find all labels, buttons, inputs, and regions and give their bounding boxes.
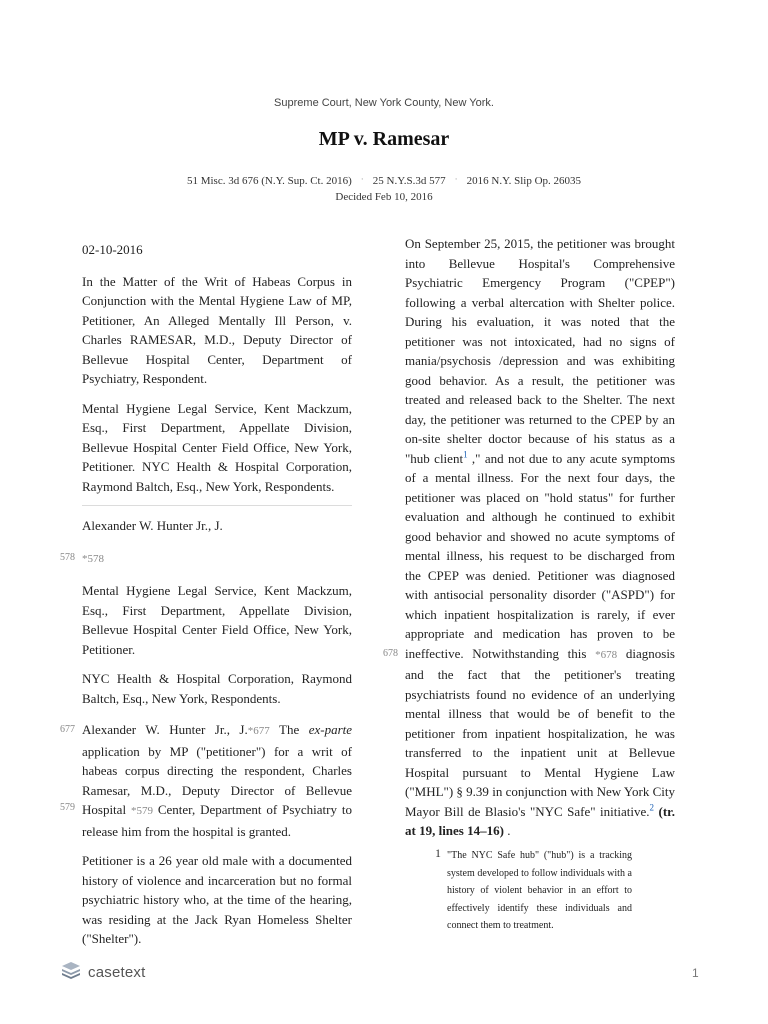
section-divider — [82, 505, 352, 506]
counsel-paragraph: Mental Hygiene Legal Service, Kent Mackzum, Esq., First Department, Appellate Division, Bellevue Hospital Center Field Office, New York, Petitioner. NYC Health & Hospital Corporation, Raymond Baltch, Esq., New York, Respondents. — [82, 400, 352, 494]
citation-separator: · — [454, 174, 458, 184]
citation-separator: · — [360, 174, 364, 184]
star-page-marker[interactable]: *578 — [82, 552, 104, 565]
paragraph-text: . — [503, 823, 511, 838]
judge-name: Alexander W. Hunter Jr., J. — [82, 518, 223, 533]
decided-date: Decided Feb 10, 2016 — [335, 191, 433, 203]
citation-line — [0, 174, 768, 187]
page-number: 1 — [692, 966, 699, 980]
opinion-paragraph — [60, 720, 353, 841]
paragraph-text: ," and not due to any acute symptoms of a mental illness. For the next four days, the petitioner was placed on "hold status" for further evaluation and although he continued to exhibit good behavior and showed no acute symptoms of mental illness, his request to be discharged from the CPEP was denied. Petitioner was diagnosed with antisocial personality disorder ("ASPD") for which inpatient hospitalization is rarely, if ever appropriate and medication has proven to be ineffective. Notwithstanding this — [405, 450, 676, 661]
case-caption: In the Matter of the Writ of Habeas Corpus in Conjunction with the Mental Hygiene Law of MP, Petitioner, An Alleged Mentally Ill Person, v. Charles RAMESAR, M.D., Deputy Director of Bellevue Hospital Center, Department of Psychiatry, Respondent. — [82, 273, 352, 386]
casetext-logo[interactable] — [60, 961, 145, 983]
star-page-marker[interactable]: *677 — [247, 725, 270, 737]
opinion-italic-term: ex-parte — [308, 722, 353, 737]
footnote-reference[interactable]: 1 — [463, 449, 468, 460]
right-column — [383, 234, 676, 841]
logo-wordmark: casetext — [88, 963, 146, 981]
citation-reporter[interactable]: 25 N.Y.S.3d 577 — [372, 175, 446, 187]
footnote-reference[interactable]: 2 — [649, 802, 655, 813]
paragraph-text: diagnosis and the fact that the petitioner's treating psychiatrists found no evidence of an underlying mental illness that would be of benefit to the petitioner from inpatient hospitalization, he was transferred to the inpatient unit at Bellevue Hospital pursuant to Mental Hygiene Law ("MHL") § 9.39 in conjunction with New York City Mayor Bill de Blasio's "NYC Safe" initiative. — [405, 645, 675, 819]
margin-page-number: 579 — [60, 802, 75, 813]
facts-paragraph: Petitioner is a 26 year old male with a documented history of violence and incarceration but no formal psychiatric history who, at the time of the hearing, was residing at the Jack Ryan Homeless Shelter ("Shelter"). — [82, 853, 352, 946]
counsel-respondent: NYC Health & Hospital Corporation, Raymond Baltch, Esq., New York, Respondents. — [82, 671, 352, 706]
court-name: Supreme Court, New York County, New York. — [274, 97, 494, 109]
margin-page-number: 678 — [383, 648, 398, 659]
case-title: MP v. Ramesar — [318, 128, 450, 150]
transcript-citation: (tr. at 19, lines 14–16) — [405, 803, 675, 838]
citation-reporter[interactable]: 2016 N.Y. Slip Op. 26035 — [466, 175, 582, 187]
margin-page-number: 677 — [60, 724, 75, 735]
star-page-marker[interactable]: *678 — [595, 648, 618, 661]
footnote-number: 1 — [435, 846, 441, 860]
left-column — [60, 240, 353, 949]
opinion-text: Center, Department of Psychiatry to release him from the hospital is granted. — [82, 802, 352, 839]
citation-reporter[interactable]: 51 Misc. 3d 676 (N.Y. Sup. Ct. 2016) — [186, 175, 352, 187]
opinion-text: The — [269, 722, 309, 737]
page-marker-paragraph — [60, 548, 352, 570]
margin-page-number: 578 — [60, 551, 75, 563]
star-page-marker[interactable]: *579 — [130, 805, 153, 817]
counsel-petitioner: Mental Hygiene Legal Service, Kent Mackzum, Esq., First Department, Appellate Division, Bellevue Hospital Center Field Office, New York, Petitioner. — [82, 583, 352, 657]
footnote — [435, 846, 632, 935]
stacked-layers-icon — [60, 960, 82, 985]
opinion-author: Alexander W. Hunter Jr., J. — [82, 722, 248, 737]
footnote-text: "The NYC Safe hub" ("hub") is a tracking system developed to follow individuals with a history of violent behavior in an effort to effectively identify these individuals and connect them to treatment. — [447, 850, 632, 931]
opinion-text: application by MP ("petitioner") for a writ of habeas corpus directing the respondent, Charles Ramesar, M.D., Deputy Director of Bellevue Hospital — [82, 743, 352, 817]
paragraph-text: On September 25, 2015, the petitioner was brought into Bellevue Hospital's Comprehensive Psychiatric Emergency Program ("CPEP") following a verbal altercation with Shelter police. During his evaluation, it was noted that the petitioner was not intoxicated, had no signs of mania/psychosis /depression and was exhibiting good behavior. As a result, the petitioner was treated and released back to the Shelter. The next day, the petitioner was returned to the CPEP by an on-site shelter doctor because of his status as a "hub client — [405, 236, 675, 466]
opinion-date: 02-10-2016 — [82, 242, 143, 257]
facts-continued-paragraph — [405, 234, 675, 841]
